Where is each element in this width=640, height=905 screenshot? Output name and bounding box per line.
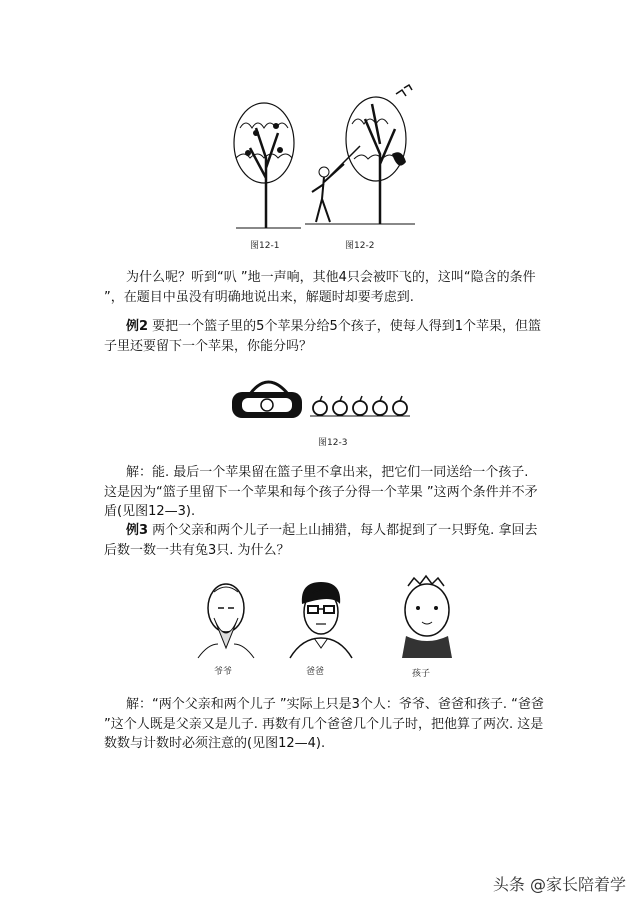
solution-2 [104, 463, 544, 522]
paragraph-hidden-condition [104, 268, 544, 307]
example-2-text: 要把一个篮子里的5个苹果分给5个孩子，使每人得到1个苹果，但篮子里还要留下一个苹果，你能分吗？ [104, 319, 541, 354]
example-2-question [104, 317, 544, 356]
child-portrait [392, 572, 462, 658]
figure-12-3-caption: 图12-3 [318, 438, 348, 448]
paragraph-text: 为什么呢？听到“叭 ”地一声响，其他4只会被吓飞的，这叫“隐含的条件 ”，在题目中虽没有明确地说出来，解题时却要考虑到. [104, 270, 536, 305]
tree-birds-illustration [226, 88, 306, 228]
example-3-label: 例3 [126, 523, 149, 538]
dad-portrait [286, 578, 356, 658]
child-caption: 孩子 [412, 669, 431, 679]
grandpa-portrait [196, 578, 256, 658]
grandpa-caption: 爷爷 [214, 667, 233, 677]
figure-12-1-caption: 图12-1 [250, 241, 280, 251]
solution-3-text: 解：“两个父亲和两个儿子 ”实际上只是3个人：爷爷、爸爸和孩子. “爸爸 ”这个人既是父亲又是儿子. 再数有几个爸爸几个儿子时，把他算了两次. 这是数数与计数时必须注意的(见图12—4). [104, 697, 544, 751]
figure-12-2-caption: 图12-2 [345, 241, 375, 251]
example-3-text: 两个父亲和两个儿子一起上山捕猎，每人都捉到了一只野兔. 拿回去后数一数一共有兔3只. 为什么？ [104, 523, 538, 558]
example-2-label: 例2 [126, 319, 149, 334]
watermark: 头条 @家长陪着学 [492, 875, 626, 894]
solution-3 [104, 695, 544, 754]
dad-caption: 爸爸 [306, 667, 325, 677]
hunter-tree-illustration [300, 84, 420, 229]
basket-apples-illustration [228, 374, 428, 424]
example-3-question [104, 521, 544, 560]
solution-2-text: 解：能. 最后一个苹果留在篮子里不拿出来，把它们一同送给一个孩子. 这是因为“篮子里留下一个苹果和每个孩子分得一个苹果 ”这两个条件并不矛盾(见图12—3). [104, 465, 538, 519]
